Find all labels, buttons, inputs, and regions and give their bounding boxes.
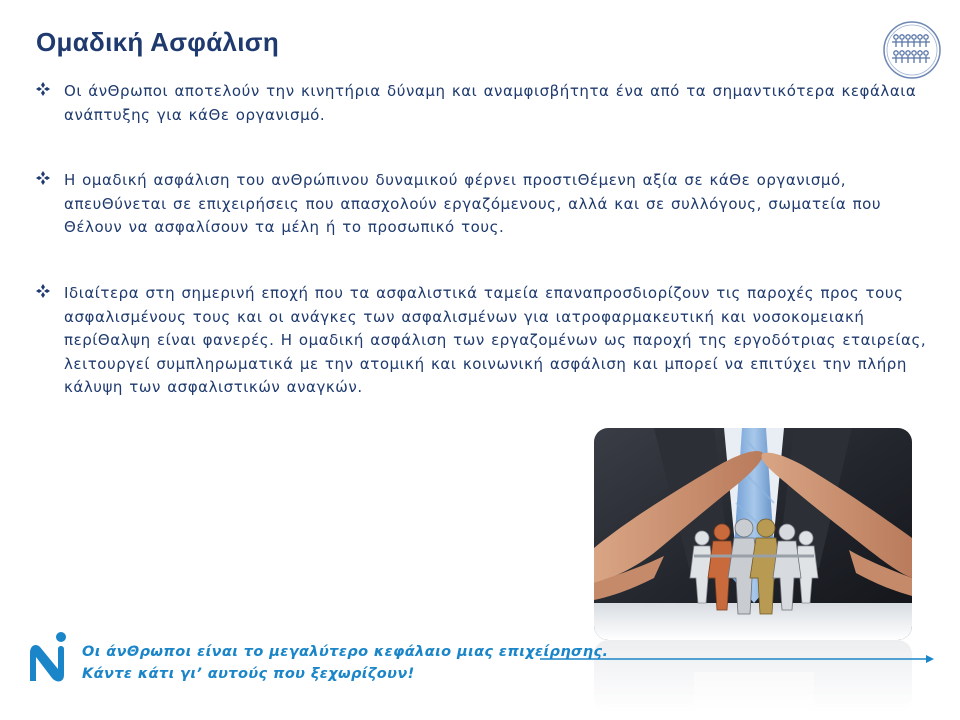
slide-title: Ομαδική Ασφάλιση <box>36 27 280 57</box>
bullet-text: Ιδιαίτερα στη σημερινή εποχή που τα ασφαλιστικά ταμεία επαναπροσδιορίζουν τις παροχές προς τους ασφαλισμένους τους και οι ανάγκες των ασφαλισμένων για ιατροφαρμακευτική και νοσοκομειακή περίΘαλψη είναι φανερές. Η ομαδική ασφάλιση των εργαζομένων ως παροχή της εργοδότριας εταιρείας, λειτουργεί συμπληρωματικά με την ατομική και κοινωνική ασφάλιση και μπορεί να επιτύχει την πλήρη κάλυψη των ασφαλιστικών αναγκών. <box>64 284 927 396</box>
hands-protecting-people-photo <box>594 428 912 640</box>
footer-slogan-line-1: Οι άνΘρωποι είναι το μεγαλύτερο κεφάλαιο μιας επιχείρησης. <box>82 644 609 660</box>
bullet-item-3 <box>36 282 936 400</box>
footer-slogan-line-2: Κάντε κάτι γι’ αυτούς που ξεχωρίζουν! <box>82 666 415 682</box>
brand-n-logo <box>28 631 70 683</box>
bullet-item-2 <box>36 169 936 240</box>
diamond-bullet-icon <box>36 171 50 185</box>
photo-reflection <box>594 640 912 712</box>
group-people-logo <box>882 20 942 80</box>
bullet-item-1 <box>36 80 936 127</box>
bullet-text: Οι άνΘρωποι αποτελούν την κινητήρια δύναμη και αναμφισβήτητα ένα από τα σημαντικότερα κεφάλαια ανάπτυξης για κάΘε οργανισμό. <box>64 82 917 124</box>
footer-slogan <box>82 641 608 685</box>
bullet-text: Η ομαδική ασφάλιση του ανΘρώπινου δυναμικού φέρνει προστιΘέμενη αξία σε κάΘε οργανισμό, απευΘύνεται σε επιχειρήσεις που απασχολούν εργαζόμενους, αλλά και σε συλλόγους, σωματεία που Θέλουν να ασφαλίσουν τα μέλη ή το προσωπικό τους. <box>64 171 882 236</box>
diamond-bullet-icon <box>36 82 50 96</box>
footer-arrow-line <box>540 653 935 665</box>
diamond-bullet-icon <box>36 284 50 298</box>
